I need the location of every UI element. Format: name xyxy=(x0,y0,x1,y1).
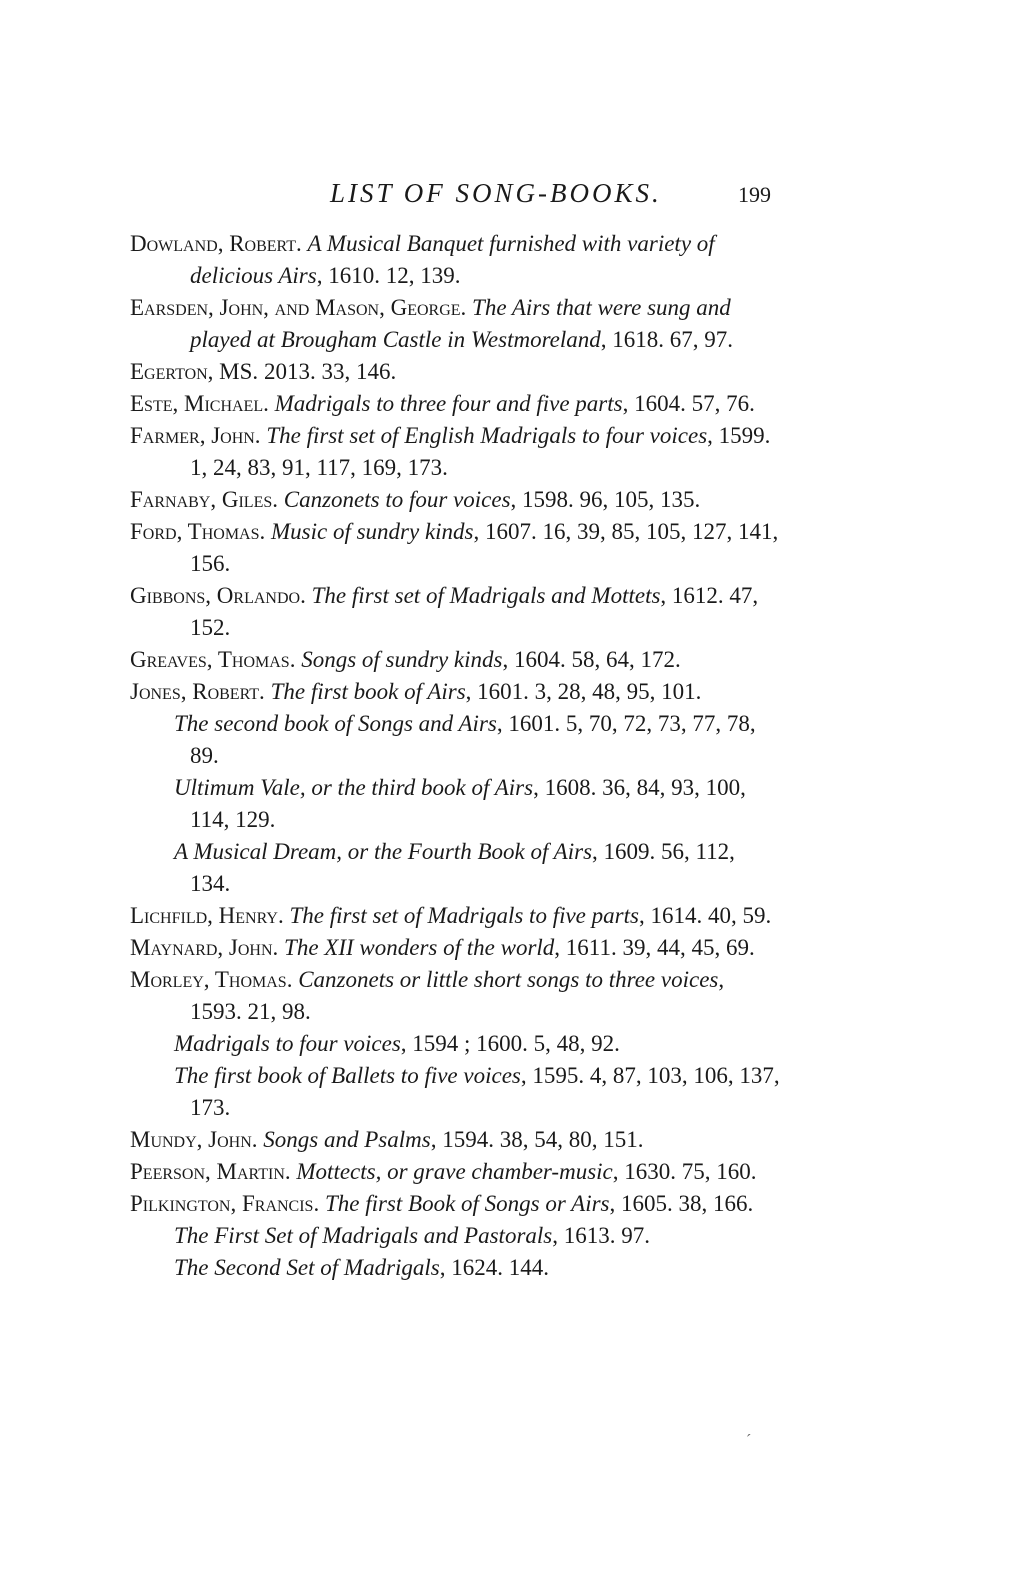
entry-author: Peerson, Martin. xyxy=(130,1159,291,1184)
entry-details: , 1599. 1, 24, 83, 91, 117, 169, 173. xyxy=(190,423,771,480)
entry-gibbons xyxy=(130,580,780,644)
entry-greaves xyxy=(130,644,780,676)
entry-pilkington xyxy=(130,1188,780,1220)
entry-morley xyxy=(130,964,780,1028)
entry-author: Dowland, Robert. xyxy=(130,231,302,256)
entry-author: Pilkington, Francis. xyxy=(130,1191,320,1216)
stray-mark: ˊ xyxy=(746,1432,752,1449)
entry-details: , 1613. 97. xyxy=(552,1223,650,1248)
entry-peerson xyxy=(130,1156,780,1188)
entry-details: , 1594. 38, 54, 80, 151. xyxy=(430,1127,644,1152)
song-book-list xyxy=(130,228,780,1284)
entry-author: Earsden, John, and Mason, George. xyxy=(130,295,467,320)
page-number: 199 xyxy=(738,182,771,207)
entry-details: , 1605. 38, 166. xyxy=(609,1191,754,1216)
entry-title: The Second Set of Madrigals xyxy=(174,1255,440,1280)
entry-title: The first Book of Songs or Airs xyxy=(324,1191,610,1216)
entry-jones-second-book xyxy=(174,708,780,772)
entry-title: A Musical Banquet furnished with variety of delicious Airs xyxy=(190,231,715,288)
entry-details: , 1610. 12, 139. xyxy=(316,263,461,288)
entry-title: The second book of Songs and Airs xyxy=(174,711,497,736)
entry-details: 2013. 33, 146. xyxy=(263,359,397,384)
entry-title: Mottects, or grave chamber-music xyxy=(296,1159,613,1184)
entry-details: , 1595. 4, 87, 103, 106, 137, 173. xyxy=(190,1063,780,1120)
entry-title: Madrigals to four voices xyxy=(174,1031,401,1056)
entry-details: , 1608. 36, 84, 93, 100, 114, 129. xyxy=(190,775,746,832)
entry-este xyxy=(130,388,780,420)
page-header xyxy=(0,178,1031,218)
entry-author: Farnaby, Giles. xyxy=(130,487,278,512)
entry-pilkington-first-set xyxy=(174,1220,780,1252)
entry-details: , 1618. 67, 97. xyxy=(600,327,734,352)
entry-details: , 1607. 16, 39, 85, 105, 127, 141, 156. xyxy=(190,519,779,576)
entry-details: , 1594 ; 1600. 5, 48, 92. xyxy=(400,1031,620,1056)
entry-farmer xyxy=(130,420,780,484)
entry-egerton xyxy=(130,356,780,388)
entry-dowland xyxy=(130,228,780,292)
entry-title: Music of sundry kinds xyxy=(271,519,474,544)
entry-jones-musical-dream xyxy=(174,836,780,900)
entry-details: , 1604. 58, 64, 172. xyxy=(502,647,681,672)
entry-details: , 1598. 96, 105, 135. xyxy=(510,487,701,512)
running-title: LIST OF SONG-BOOKS. xyxy=(330,178,662,208)
entry-author: Lichfild, Henry. xyxy=(130,903,284,928)
entry-details: , 1630. 75, 160. xyxy=(612,1159,757,1184)
entry-ford xyxy=(130,516,780,580)
entry-author: Gibbons, Orlando. xyxy=(130,583,306,608)
entry-author: Egerton, MS. xyxy=(130,359,259,384)
entry-author: Ford, Thomas. xyxy=(130,519,266,544)
entry-details: , 1593. 21, 98. xyxy=(190,967,725,1024)
entry-details: , 1614. 40, 59. xyxy=(638,903,772,928)
entry-author: Morley, Thomas. xyxy=(130,967,293,992)
entry-jones-ultimum-vale xyxy=(174,772,780,836)
entry-title: The first set of English Madrigals to four voices xyxy=(266,423,708,448)
entry-title: A Musical Dream, or the Fourth Book of Airs xyxy=(174,839,593,864)
entry-lichfild xyxy=(130,900,780,932)
entry-title: Songs of sundry kinds xyxy=(301,647,503,672)
entry-earsden-mason xyxy=(130,292,780,356)
entry-author: Greaves, Thomas. xyxy=(130,647,296,672)
entry-maynard xyxy=(130,932,780,964)
entry-author: Maynard, John. xyxy=(130,935,279,960)
entry-details: , 1601. 5, 70, 72, 73, 77, 78, 89. xyxy=(190,711,756,768)
entry-morley-madrigals xyxy=(174,1028,780,1060)
entry-author: Este, Michael. xyxy=(130,391,269,416)
entry-title: The XII wonders of the world xyxy=(284,935,555,960)
entry-title: The Airs that were sung and played at Brougham Castle in Westmoreland xyxy=(190,295,731,352)
entry-details: , 1611. 39, 44, 45, 69. xyxy=(554,935,755,960)
entry-title: The first book of Ballets to five voices xyxy=(174,1063,521,1088)
entry-title: Ultimum Vale, or the third book of Airs xyxy=(174,775,534,800)
entry-details: , 1604. 57, 76. xyxy=(622,391,755,416)
entry-farnaby xyxy=(130,484,780,516)
entry-details: , 1609. 56, 112, 134. xyxy=(190,839,735,896)
entry-title: Canzonets or little short songs to three voices xyxy=(298,967,719,992)
entry-details: , 1624. 144. xyxy=(439,1255,549,1280)
entry-morley-ballets xyxy=(174,1060,780,1124)
entry-author: Farmer, John. xyxy=(130,423,261,448)
entry-author: Mundy, John. xyxy=(130,1127,258,1152)
entry-pilkington-second-set xyxy=(174,1252,780,1284)
entry-mundy xyxy=(130,1124,780,1156)
entry-title: Songs and Psalms xyxy=(263,1127,431,1152)
entry-jones xyxy=(130,676,780,708)
entry-title: Madrigals to three four and five parts xyxy=(274,391,623,416)
entry-details: , 1612. 47, 152. xyxy=(190,583,759,640)
entry-title: Canzonets to four voices xyxy=(283,487,511,512)
entry-title: The first set of Madrigals and Mottets xyxy=(311,583,661,608)
entry-title: The first set of Madrigals to five parts xyxy=(289,903,639,928)
entry-title: The First Set of Madrigals and Pastorals xyxy=(174,1223,553,1248)
entry-author: Jones, Robert. xyxy=(130,679,265,704)
entry-details: , 1601. 3, 28, 48, 95, 101. xyxy=(465,679,702,704)
entry-title: The first book of Airs xyxy=(270,679,466,704)
